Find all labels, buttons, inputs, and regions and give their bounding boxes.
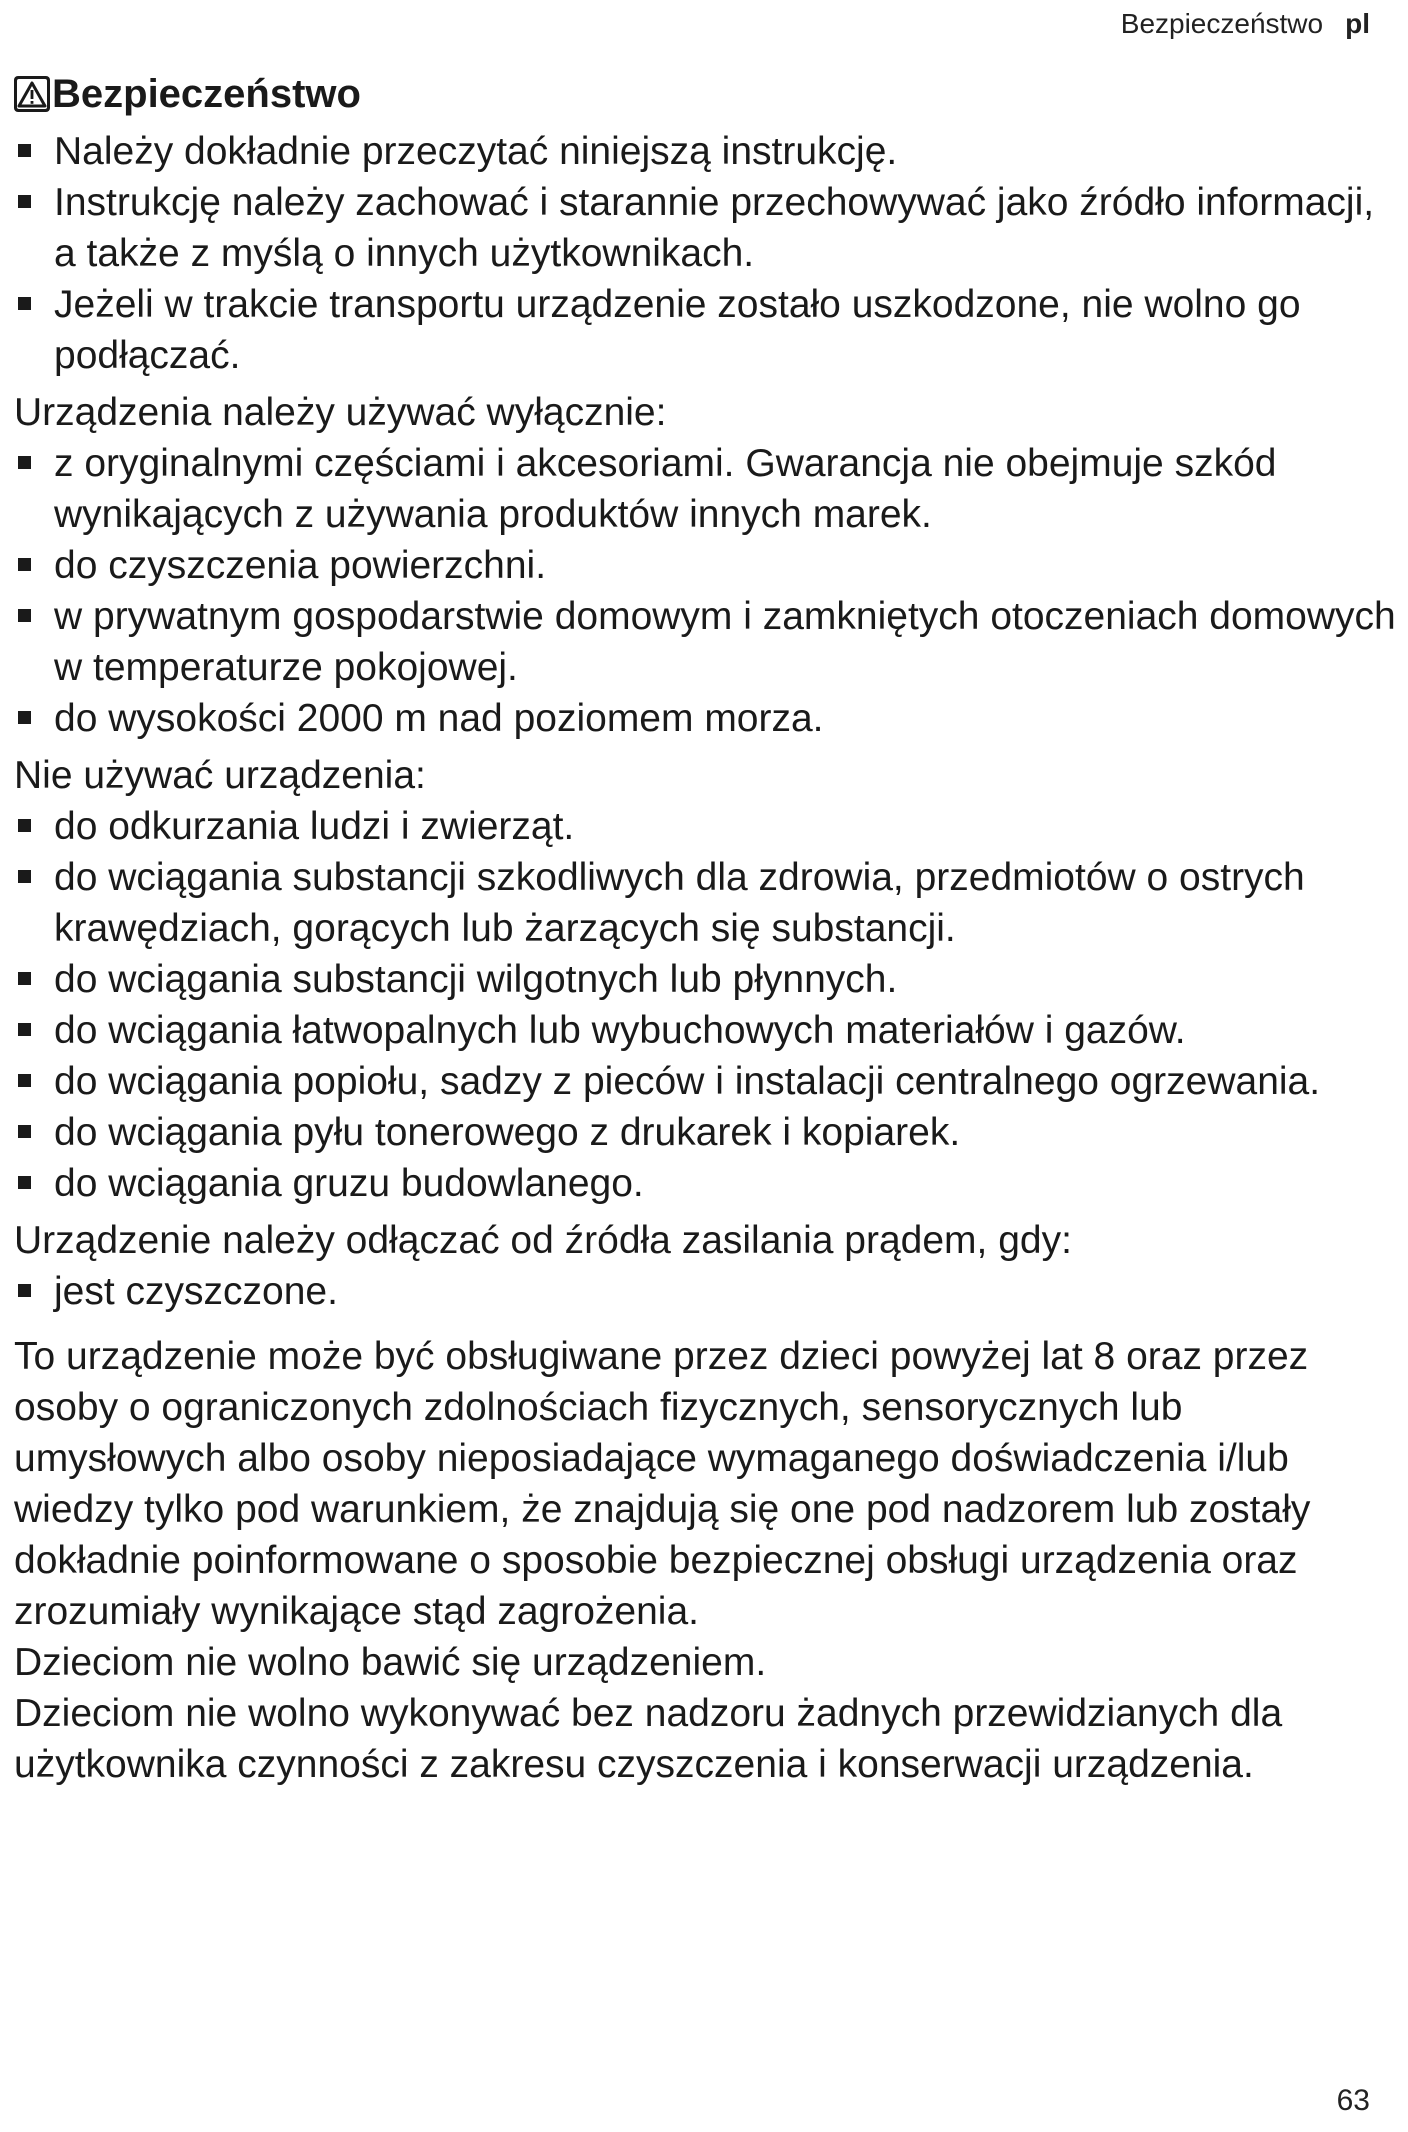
unplug-heading: Urządzenie należy odłączać od źródła zasilania prądem, gdy: [14,1219,1072,1262]
page-content [14,72,1399,1790]
list-item: do wciągania popiołu, sadzy z pieców i instalacji centralnego ogrzewania. [14,1056,1399,1107]
children-paragraph: To urządzenie może być obsługiwane przez dzieci powyżej lat 8 oraz przez osoby o ograniczonych zdolnościach fizycznych, sensorycznych lub umysłowych albo osoby nieposiadające wymaganego doświadczenia i/lub wiedzy tylko pod warunkiem, że znajdują się one pod nadzorem lub zostały dokładnie poinformowane o sposobie bezpiecznej obsługi urządzenia oraz zrozumiały wynikające stąd zagrożenia. [14,1335,1311,1633]
list-item: do wciągania pyłu tonerowego z drukarek i kopiarek. [14,1107,1399,1158]
warning-triangle-icon [14,76,50,112]
list-item: do odkurzania ludzi i zwierząt. [14,801,1399,852]
page-title: Bezpieczeństwo [52,72,361,116]
list-item: w prywatnym gospodarstwie domowym i zamkniętych otoczeniach domowych w temperaturze pokojowej. [14,591,1399,693]
list-item: jest czyszczone. [14,1266,1399,1317]
use-heading: Urządzenia należy używać wyłącznie: [14,391,667,434]
list-item: Jeżeli w trakcie transportu urządzenie zostało uszkodzone, nie wolno go podłączać. [14,279,1399,381]
list-item: do czyszczenia powierzchni. [14,540,1399,591]
list-item: Instrukcję należy zachować i starannie przechowywać jako źródło informacji, a także z myślą o innych użytkownikach. [14,177,1399,279]
running-header [1121,8,1370,40]
running-header-section: Bezpieczeństwo [1120,8,1324,39]
dont-heading: Nie używać urządzenia: [14,754,426,797]
list-item: do wciągania substancji szkodliwych dla zdrowia, przedmiotów o ostrych krawędziach, gorących lub żarzących się substancji. [14,852,1399,954]
list-item: Należy dokładnie przeczytać niniejszą instrukcję. [14,126,1399,177]
list-item: z oryginalnymi częściami i akcesoriami. Gwarancja nie obejmuje szkód wynikających z używania produktów innych marek. [14,438,1399,540]
unplug-list [14,1266,1399,1317]
list-item: do wciągania gruzu budowlanego. [14,1158,1399,1209]
running-header-language: pl [1345,8,1370,39]
use-list [14,438,1399,744]
children-cleaning-paragraph: Dzieciom nie wolno wykonywać bez nadzoru żadnych przewidzianych dla użytkownika czynności z zakresu czyszczenia i konserwacji urządzenia. [14,1692,1283,1786]
list-item: do wysokości 2000 m nad poziomem morza. [14,693,1399,744]
dont-list [14,801,1399,1209]
intro-list [14,126,1399,381]
list-item: do wciągania substancji wilgotnych lub płynnych. [14,954,1399,1005]
children-play-paragraph: Dzieciom nie wolno bawić się urządzeniem. [14,1641,767,1684]
page-number: 63 [1336,2084,1370,2117]
section-heading [14,72,1399,116]
list-item: do wciągania łatwopalnych lub wybuchowych materiałów i gazów. [14,1005,1399,1056]
